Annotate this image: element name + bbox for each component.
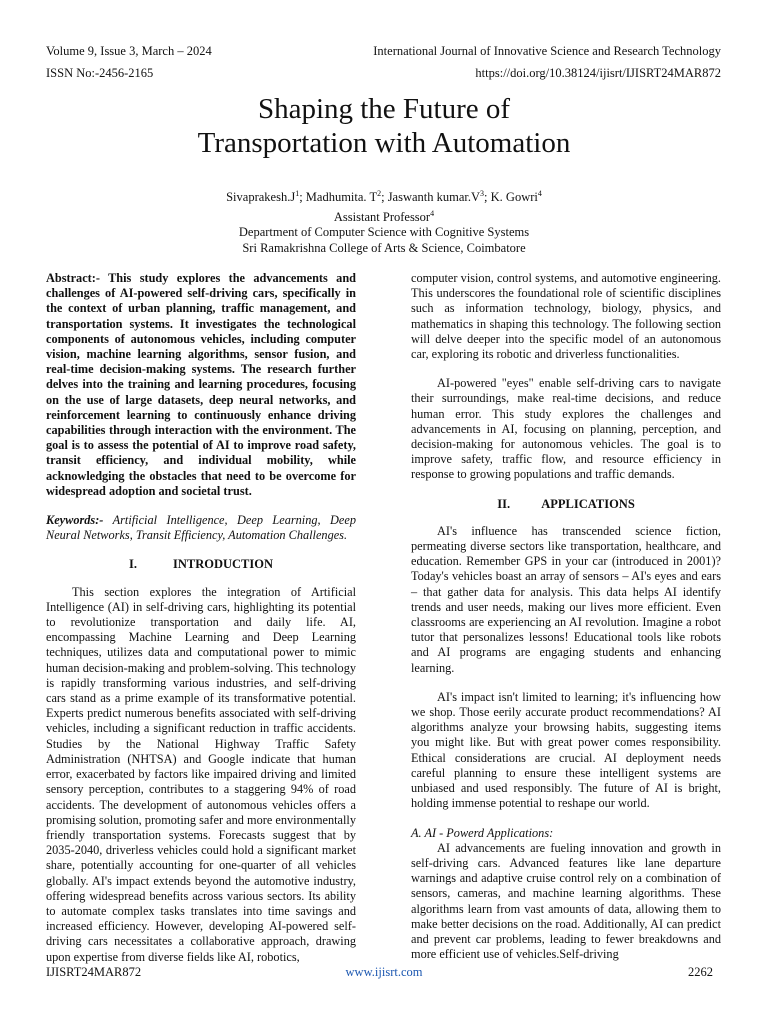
keywords-text: Artificial Intelligence, Deep Learning, Deep Neural Networks, Transit Efficiency, Automation Challenges. (46, 513, 356, 543)
intro-paragraph: This section explores the integration of Artificial Intelligence (AI) in self-driving cars, highlighting its potential to revolutionize transportation and daily life. AI, encompassing Machine Learning and Deep Learning techniques, utilizes data and computational power to mimic human decision-making and problem-solving. This technology is rapidly transforming various industries, and self-driving cars stand as a prime example of its transformative potential. Experts predict numerous benefits associated with self-driving vehicles, including a significant reduction in traffic accidents. Studies by the National Highway Traffic Safety Administration (NHTSA) and Google indicate that human error, exacerbated by factors like impaired driving and limited sensory perception, contributes to a staggering 94% of road accidents. The development of autonomous vehicles offers a promising solution, promoting safer and more environmentally friendly transportation systems. Forecasts suggest that by 2035-2040, driverless vehicles could hold a significant market share, potentially accounting for one-quarter of all vehicles globally. AI's impact extends beyond the automotive industry, offering widespread benefits across various sectors. Its ability to automate complex tasks translates into time savings and increased efficiency. However, developing AI-powered self-driving cars necessitates a collaborative approach, drawing upon expertise from diverse fields like AI, robotics, (46, 584, 356, 964)
author-1-sup: 1 (295, 189, 300, 198)
journal-name: International Journal of Innovative Science and Research Technology (373, 44, 721, 58)
author-list (0, 186, 768, 206)
keywords (46, 513, 356, 543)
author-4: ; K. Gowri (484, 190, 538, 205)
author-2-sup: 2 (377, 189, 382, 198)
right-column (411, 271, 721, 962)
issn: ISSN No:-2456-2165 (46, 66, 154, 80)
applications-paragraph-3: AI advancements are fueling innovation and growth in self-driving cars. Advanced features like lane departure warnings and adaptive cruise control rely on a combination of sensors, cameras, and machine learning algorithms. These algorithms learn from vast amounts of data, allowing them to make better decisions on the road. Additionally, AI can predict and prevent car problems, leading to fewer breakdowns and more efficient use of vehicles.Self-driving (411, 840, 721, 962)
author-2: ; Madhumita. T (299, 190, 378, 205)
section-heading-introduction (46, 557, 356, 572)
abstract (46, 271, 356, 499)
author-block (0, 186, 768, 256)
role-text: Assistant Professor (333, 209, 431, 224)
author-1: Sivaprakesh.J (226, 190, 296, 205)
author-role (0, 206, 768, 226)
footer-paper-id: IJISRT24MAR872 (46, 965, 142, 979)
paper-title (0, 92, 768, 160)
title-line-1: Shaping the Future of (257, 93, 511, 125)
subsection-heading: A. AI - Powerd Applications: (411, 825, 554, 840)
section-2-number: II. (497, 496, 511, 511)
title-line-2: Transportation with Automation (197, 127, 571, 159)
keywords-label: Keywords:- (46, 513, 104, 528)
section-2-title: APPLICATIONS (541, 496, 635, 511)
author-3-sup: 3 (480, 189, 485, 198)
author-4-sup: 4 (537, 189, 542, 198)
intro-paragraph-2: AI-powered "eyes" enable self-driving cars to navigate their surroundings, make real-time decisions, and reduce human error. This study explores the challenges and advancements in AI, focusing on planning, perception, and decision-making for autonomous vehicles. The goal is to improve safety, traffic flow, and resource efficiency in response to growing populations and traffic demands. (411, 376, 721, 482)
college: Sri Ramakrishna College of Arts & Science, Coimbatore (242, 240, 526, 255)
applications-paragraph-2: AI's impact isn't limited to learning; it's influencing how we shop. Those eerily accurate product recommendations? AI algorithms analyze your browsing habits, suggesting items you might like. But with great power comes responsibility. Ethical considerations are crucial. AI deployment needs careful planning to ensure these intelligent systems are unbiased and used responsibly. The future of AI is bright, holding immense potential to reshape our world. (411, 689, 721, 811)
section-1-title: INTRODUCTION (172, 557, 273, 572)
abstract-text: This study explores the advancements and challenges of AI-powered self-driving cars, specifically in the context of urban planning, traffic management, and transportation systems. It investigates the technological components of autonomous vehicles, including computer vision, machine learning algorithms, sensor fusion, and real-time decision-making systems. The research further delves into the training and learning procedures, focusing on the use of large datasets, deep neural networks, and reinforcement learning to continuously enhance driving capabilities through interaction with the environment. The goal is to assess the potential of AI to improve road safety, transit efficiency, and individual mobility, while acknowledging the obstacles that need to be overcome for widespread adoption and societal trust. (46, 271, 356, 498)
volume-info: Volume 9, Issue 3, March ‒ 2024 (46, 44, 212, 58)
intro-continuation: computer vision, control systems, and automotive engineering. This underscores the foundational role of scientific disciplines such as information technology, biology, physics, and mathematics in shaping this technology. The following section will delve deeper into the specific model of an autonomous car, exploring its robotic and driverless functionalities. (411, 271, 721, 362)
abstract-label: Abstract:- (46, 271, 100, 285)
section-heading-applications (411, 497, 721, 512)
footer-website-link[interactable]: www.ijisrt.com (345, 965, 423, 979)
section-1-number: I. (128, 557, 137, 572)
page-number: 2262 (688, 965, 713, 979)
doi-link[interactable]: https://doi.org/10.38124/ijisrt/IJISRT24MAR872 (475, 66, 721, 80)
role-sup: 4 (430, 208, 435, 218)
applications-paragraph-1: AI's influence has transcended science fiction, permeating diverse sectors like transportation, healthcare, and education. Remember GPS in your car (introduced in 2001)? Today's vehicles boast an array of sensors ‒ AI's eyes and ears ‒ that gather data for analysis. This data helps AI identify trends and user needs, making our lives more efficient. Even classrooms are experiencing an AI revolution. Imagine a robot tutor that personalizes lessons! Educational tools like robots and AI programs are engaging students and enhancing learning. (411, 523, 721, 675)
author-3: ; Jaswanth kumar.V (381, 190, 481, 205)
department: Department of Computer Science with Cognitive Systems (238, 225, 530, 240)
left-column (46, 271, 356, 965)
